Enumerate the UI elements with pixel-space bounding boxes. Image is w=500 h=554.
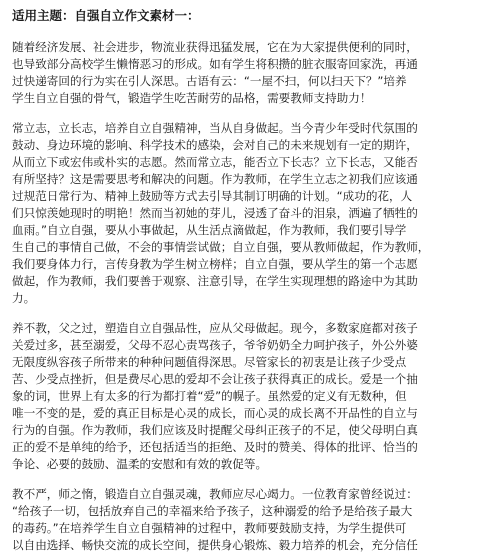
- text-line: 养不教，父之过，塑造自立自强品性，应从父母做起。现今，多数家庭都对孩子: [12, 321, 418, 335]
- text-line: 以自由选择、畅快交流的成长空间，提供身心锻炼、毅力培养的机会，充分信任: [12, 538, 418, 552]
- text-line: 过快递寄回的行为实在引人深思。古语有云：“一屋不扫，何以扫天下？”培养: [12, 74, 407, 88]
- text-line: 关爱过多，甚至溺爱，父母不忍心责骂孩子，爷爷奶奶全力呵护孩子，外公外婆: [12, 338, 418, 352]
- text-line: 象的词，世界上有太多的行为都打着“爱”的幌子。虽然爱的定义有无数种，但: [12, 389, 407, 403]
- paragraph: [12, 486, 488, 554]
- text-line: 也导致部分高校学生懒惰恶习的形成。如有学生将积攒的脏衣服寄回家洗，再通: [12, 57, 418, 71]
- text-line: 有所坚持？这是需要思考和解决的问题。作为教师，在学生立志之初我们应该通: [12, 172, 418, 186]
- text-line: 们只惊羡她现时的明艳！然而当初她的芽儿，浸透了奋斗的泪泉，洒遍了牺牲的: [12, 206, 418, 220]
- text-line: 苦、少受点挫折，但是费尽心思的爱却不会让孩子获得真正的成长。爱是一个抽: [12, 372, 418, 386]
- paragraph: [12, 39, 488, 107]
- text-line: 鼓动、身边环境的影响、科学技术的感染，会对自己的未来规划有一定的期许，: [12, 138, 418, 152]
- text-line: 力。: [12, 291, 36, 305]
- text-line: 教不严，师之惰，锻造自立自强灵魂，教师应尽心竭力。一位教育家曾经说过：: [12, 487, 418, 501]
- text-line: 行为的自强。作为教师，我们应该及时提醒父母纠正孩子的不足，使父母明白真: [12, 423, 418, 437]
- text-line: 我们要身体力行，言传身教为学生树立榜样；自立自强，要从学生的第一个志愿: [12, 257, 418, 271]
- text-line: 过规范日常行为、精神上鼓励等方式去引导其制订明确的计划。“成功的花，人: [12, 189, 413, 203]
- document-heading: 适用主题：自强自立作文素材一：: [12, 8, 200, 23]
- text-line: 从而立下或宏伟或朴实的志愿。然而常立志，能否立下长志？立下长志，又能否: [12, 155, 418, 169]
- text-line: 血雨。”自立自强，要从小事做起，从生活点滴做起，作为教师，我们要引导学: [12, 223, 407, 237]
- text-line: 的毒药。”在培养学生自立自强精神的过程中，教师要鼓励支持，为学生提供可: [12, 521, 407, 535]
- document-body: [12, 39, 488, 554]
- text-line: 做起，作为教师，我们要善于观察、注意引导，在学生实现理想的路途中为其助: [12, 274, 418, 288]
- text-line: 学生自立自强的骨气，锻造学生吃苦耐劳的品格，需要教师支持助力！: [12, 91, 372, 105]
- text-line: 正的爱不是单纯的给予，还包括适当的拒绝、及时的赞美、得体的批评、恰当的: [12, 440, 418, 454]
- text-line: 争论、必要的鼓励、温柔的安慰和有效的敦促等。: [12, 457, 268, 471]
- paragraph: [12, 320, 488, 473]
- text-line: “给孩子一切，包括放弃自己的幸福来给予孩子，这种溺爱的给予是给孩子最大: [12, 504, 413, 518]
- text-line: 唯一不变的是，爱的真正目标是心灵的成长，而心灵的成长离不开品性的自立与: [12, 406, 418, 420]
- paragraph: [12, 120, 488, 307]
- text-line: 无限度纵容孩子所带来的种种问题值得深思。尽管家长的初衷是让孩子少受点: [12, 355, 407, 369]
- text-line: 随着经济发展、社会进步，物流业获得迅猛发展，它在为大家提供便利的同时，: [12, 40, 418, 54]
- text-line: 常立志，立长志，培养自立自强精神，当从自身做起。当今青少年受时代氛围的: [12, 121, 418, 135]
- text-line: 生自己的事情自己做，不会的事情尝试做；自立自强，要从教师做起，作为教师，: [12, 240, 430, 254]
